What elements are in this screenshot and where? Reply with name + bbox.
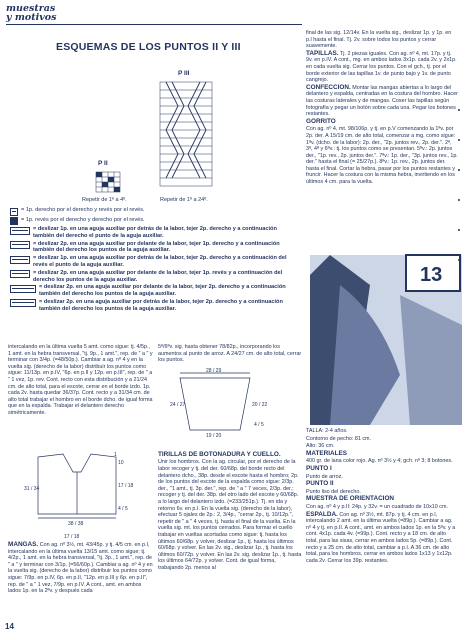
sleeve-top-label: 28 / 29	[206, 368, 222, 374]
chart-p3-repeat: Repetir de 1º a 24º.	[160, 197, 208, 203]
cable-right-purl-symbol-icon	[10, 256, 30, 264]
stitch-legend	[10, 207, 295, 314]
cable4-right-symbol-icon	[10, 299, 36, 307]
chart-p2-label: P II	[98, 160, 108, 167]
schematic-width-label: 38 / 38	[68, 521, 84, 527]
legend-item: = deslizar 1p. en una aguja auxiliar por detrás de la labor, tejer 2p. derecho y a continuación también del derecho el punto de la aguja auxiliar.	[10, 226, 295, 240]
cable-right-symbol-icon	[10, 227, 30, 235]
page-title: ESQUEMAS DE LOS PUNTOS II Y III	[56, 41, 241, 53]
knit-symbol-icon	[10, 208, 18, 216]
middle-column-text: 5ª/6ªv. sig. hasta obtener 78/82p., incorporando los aumentos al punto de arroz. A 24/27 cm. de alto total, cerrar los puntos. TIRILLAS DE BOTONADURA Y CUELLO. Unir los hombros. Con la ag. circular, por el derecho de la labor recoger y tj. del der. 60/68p. del borde recto del delantero dcho., 38p. desde el escote hasta el hombro; 2p. de los puntos del escote de la espalda como sigue: 2/3p. der., "1 amt., tj. 3p. der.", rep. de " a " 7 veces, 2/3p. der.; recoger y tj. del der. 38p. del otro lado del escote y 60/68p. a lo largo del delantero izdo. (=233/251p.). Tj. en ida y retorno 6v. en p.I. En la vuelta sig. (derecho de la labor), efectuar 5 ojales de 2p.: 2, 3/4p., "cerrar 2p., tj. 10/12p.", repetir de " a " 4 veces, tj. hasta el final de la vuelta. En la vuelta sig. mt. los puntos cerrados. Para formar el cuello trabajar en vueltas acortadas como sigue: tj. hasta los últimos 60/68p. y volver, deslizar 1p., tj. hasta los últimos 60/68p. y volver. En las 2v. sig., deslizar 1p., tj. hasta los últimos 60/72p. y volver. En las 2v. sig. deslizar 1p., tj. hasta los últimos 64/72p. y volver. Cont. de igual forma, trabajando 2p. menos al	[158, 344, 302, 571]
header-rule	[6, 24, 302, 25]
margin-dots-decoration	[455, 100, 463, 520]
sleeve-cuff-label: 4 / 5	[254, 422, 264, 428]
legend-item: = deslizar 2p. en una aguja auxiliar por delante de la labor, tejer 2p. derecho y a continuación también del derecho los puntos de la aguja auxiliar.	[10, 284, 295, 298]
magazine-logo: muestras y motivos	[6, 3, 57, 23]
cable-left-symbol-icon	[10, 241, 30, 249]
legend-item: = deslizar 2p. en una aguja auxiliar por detrás de la labor, tejer 2p. derecho y a continuación también del derecho los puntos de la aguja auxiliar.	[10, 299, 295, 313]
chart-p2-grid	[88, 170, 128, 194]
sleeve-width-label: 20 / 22	[252, 402, 268, 408]
right-column-bottom: TALLA: 2-4 años. Contorno de pecho: 81 cm. Alto: 36 cm. MATERIALES 400 gr. de lana color rojo. Ag. nº 3½ y 4; gch. nº 3; 8 botones. PUNTO I Punto de arroz. PUNTO II Punto liso del derecho. MUESTRA DE ORIENTACION Con ag. nº 4 y p.II: 24p. y 32v. = un cuadrado de 10x10 cm. ESPALDA. Con ag. nº 3½, mt. 87p. y tj. 4 cm. en p.I, intercalando 2 amt. en la última vuelta (=89p.). Cambiar a ag. nº 4 y tj. en p.II. A cont., amt. en ambos lados 1p. en la 5ªv. y a cont. 4x1p. cada 4v. (=99p.). Cont. recto y a 18 cm. de alto total, para las sisas, cerrar en ambos lados 5p. (=89p.). Cont. recto y a 25 cm. de alto total, cambiar a p.I. A 36 cm. de alto total, para los hombros, cerrar en ambos lados 1x13 y 1x12p. cada 2v. Cerrar los 39p. restantes.	[306, 428, 456, 564]
schematic-top-label: 1	[114, 452, 117, 458]
legend-item: = deslizar 2p. en una aguja auxiliar por delante de la labor, tejer 1p. derecho y a continuación también del derecho los puntos de la aguja auxiliar.	[10, 241, 295, 255]
chart-p3-grid	[150, 80, 226, 192]
legend-item: = 1p. revés por el derecho y derecho por el revés.	[10, 217, 295, 226]
legend-item: = deslizar 2p. en una aguja auxiliar por delante de la labor, tejer 1p. revés y a continuación del derecho los puntos de la aguja auxiliar.	[10, 270, 295, 284]
cardigan-schematic	[18, 452, 136, 532]
pattern-number: 13	[420, 264, 443, 286]
schematic-rib-label: 4 / 5	[118, 506, 128, 512]
schematic-armhole-label: 17 / 18	[118, 483, 134, 489]
cable4-left-symbol-icon	[10, 285, 36, 293]
legend-item: = 1p. derecho por el derecho y revés por el revés.	[10, 207, 295, 216]
chart-p2-repeat: Repetir de 1º a 4º.	[82, 197, 127, 203]
schematic-shoulder-label: 10	[118, 460, 124, 466]
left-column-text: intercalando en la última vuelta 5 amt. como sigue: tj. 4/5p., 1 amt. en la hebra transversal, "tj. 9p., 1 amt.", rep. de " a " y terminar con 3/4p. (=48/50p.). Cambiar a ag. nº 4 y en la vuelta sig. (derecho de la labor) distribuir los puntos como sigue: 11/13p. en p.IV, "6p. en p.II y 12p. en p.III", rep. de " a " 1 vez, 1p. rev. Cont. recto con esta distribución y a 21/24 cm. de alto total, para el escote, cerrar en el borde izdo. 1p. cada 2v. hasta quedar 36/37p. Cont. recto y a 31/34 cm. de alto total trabajar el hombro en el borde dcho. de igual forma que en la espalda. Trabajar el delantero derecho simétricamente.	[8, 344, 153, 416]
sleeve-bottom-label: 19 / 20	[206, 433, 222, 438]
page-number: 14	[5, 622, 14, 631]
legend-item: = deslizar 1p. en una aguja auxiliar por detrás de la labor, tejer 2p. derecho y a continuación del revés el punto de la aguja auxiliar.	[10, 255, 295, 269]
sleeve-height-label: 24 / 27	[170, 402, 186, 408]
purl-symbol-icon	[10, 217, 18, 225]
schematic-bottom-label: 17 / 18	[64, 534, 80, 540]
cable-left-purl-symbol-icon	[10, 270, 30, 278]
schematic-height-label: 31 / 34	[24, 486, 40, 492]
right-column-top: final de las sig. 12/14v. En la vuelta sig., deslizar 1p. y 1p. en p.l hasta el final. Tj. 2v. sobre todos los puntos y cerrar suavemente. TAPILLAS. Tj. 2 piezas iguales. Con ag. nº 4, mt. 17p. y tj. 9v. en p.IV. A cont., mg. en ambos lados 3x1p. cada 2v. y 2x1p. en cada vuelta sig. Cerrar los puntos. Con el gch., tj. por el borde exterior de las tapillas 1v. de punto bajo y 1v. de punto cangrejo. CONFECCION. Montar las mangas abiertas a lo largo del delantero y espalda, centradas en la costura del hombro. Hacer las costuras laterales y de mangas. Coser las tapillas según fotografía y pegar un botón sobre cada una. Pegar los botones restantes. GORRITO Con ag. nº 4, mt. 98/106p. y tj. en p.V comenzando la 1ªv. por 2p. der. A 15/19 cm. de alto total, comenzar a mg. como sigue: 1ªv. (dcho. de la labor): 2p. der., "2p. juntos rev., 2p. der.". 2ª, 3ª, 4ª y 6ªv.: tj. los puntos como se presentan. 5ªv.: 2p. juntos der., "1p. rev., 2p. juntos der.". 7ªv.: 1p. der., "3p. juntos rev., 1p. der." hasta el final (= 25/27p.). 8ªv.: 1p. rev., 2p. juntos der. hasta el final. Cortar la hebra, pasar por los puntos restantes y fruncir. Hacer la costura con la misma hebra, invirtiendo en los últimos 4 cm. para la vuelta.	[306, 30, 458, 186]
chart-p3-label: P III	[178, 70, 190, 77]
mangas-text: MANGAS. Con ag. nº 3½, mt. 43/45p. y tj. 4/5 cm. en p.I, intercalando en la última vuelta 13/15 amt. como sigue: tj. 4/2p., 1 amt. en la hebra transversal, "tj. 3p., 1 amt.", rep. de " a " y terminar con 3/1p. (=56/60p.). Cambiar a ag. nº 4 y en la vuelta sig. (derecho de la labor) distribuir los puntos como sigue: 7/9p. en p.IV, 6p. en p.II, "12p. en p.III y 6p. en p.II", rep. de " a " 1 vez, 7/9p. en p.IV. A cont., amt. en ambos lados 1p. en la 2ªv. y después cada	[8, 541, 153, 595]
